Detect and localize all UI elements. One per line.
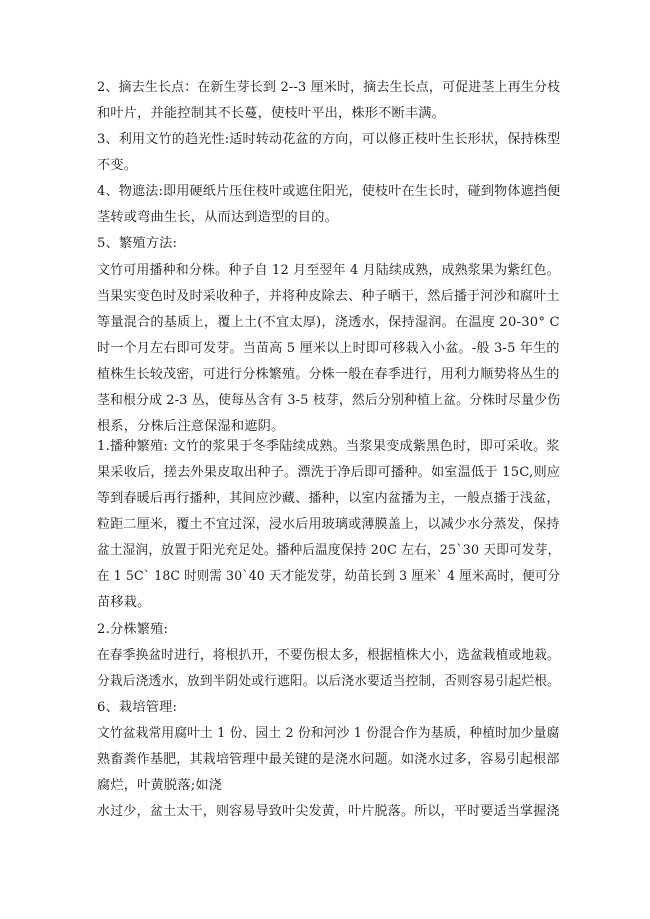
text-line: 等量混合的基质上，覆上土(不宜太厚)，浇透水，保持湿润。在温度 20-30° C: [97, 315, 560, 330]
text-line: 在春季换盆时进行，将根扒开，不要伤根太多，根据植株大小，选盆栽植或地栽。: [97, 648, 560, 663]
text-line: 6、栽培管理:: [97, 700, 178, 715]
paragraph-phototropism: [97, 127, 560, 179]
text-line: 分栽后浇透水，放到半阴处或行遮阳。以后浇水要适当控制，否则容易引起烂根。: [97, 674, 560, 689]
text-line: 和叶片，并能控制其不长蔓，使枝叶平出，株形不断丰满。: [97, 106, 446, 121]
text-line: 2.分株繁殖:: [97, 622, 169, 637]
heading-propagation: [97, 231, 560, 257]
heading-cultivation: [97, 695, 560, 721]
text-line: 4、物遮法:即用硬纸片压住枝叶或遮住阳光，使枝叶在生长时，碰到物体遮挡便: [97, 184, 561, 199]
text-line: 在 1 5C` 18C 时则需 30`40 天才能发芽，幼苗长到 3 厘米` 4 厘米高时，便可分: [97, 569, 561, 584]
text-line: 文竹可用播种和分株。种子自 12 月至翌年 4 月陆续成熟，成熟浆果为紫红色。: [97, 263, 560, 278]
text-line: 茎和根分成 2-3 丛，使每丛含有 3-5 枝芽，然后分别种植上盆。分株时尽量少伤: [97, 393, 561, 408]
heading-division: [97, 617, 560, 643]
text-line: 不变。: [97, 158, 138, 173]
text-line: 果采收后，搓去外果皮取出种子。漂洗于净后即可播种。如室温低于 15C,则应: [97, 465, 561, 480]
text-line: 熟畜粪作基肥，其栽培管理中最关键的是浇水问题。如浇水过多，容易引起根部: [97, 752, 560, 767]
text-line: 5、繁殖方法:: [97, 236, 178, 251]
paragraph-cultivation-body: [97, 721, 560, 799]
paragraph-propagation-body: [97, 258, 560, 440]
text-line: 腐烂，叶黄脱落;如浇: [97, 778, 223, 793]
paragraph-object-shading: [97, 179, 560, 231]
paragraph-division-body: [97, 643, 560, 695]
text-line: 等到春暖后再行播种，其间应沙藏、播种，以室内盆播为主，一般点播于浅盆，: [97, 491, 560, 506]
text-line: 当果实变色时及时采收种子，并将种皮除去、种子晒干，然后播于河沙和腐叶土: [97, 289, 560, 304]
text-line: 2、摘去生长点：在新生芽长到 2--3 厘米时，摘去生长点，可促进茎上再生分枝: [97, 80, 561, 95]
text-line: 植株生长较茂密，可进行分株繁殖。分株一般在春季进行，用利力顺势将丛生的: [97, 367, 560, 382]
text-line: 根系，分株后注意保湿和遮阴。: [97, 419, 285, 434]
paragraph-pinch-growth-point: [97, 75, 560, 127]
text-line: 时一个月左右即可发芽。当苗高 5 厘米以上时即可移栽入小盆。-般 3-5 年生的: [97, 341, 560, 356]
text-line: 茎转或弯曲生长，从而达到造型的目的。: [97, 210, 338, 225]
text-line: 1.播种繁殖: 文竹的浆果于冬季陆续成熟。当浆果变成紫黑色时，即可采收。浆: [97, 439, 560, 454]
text-line: 水过少，盆土太干，则容易导致叶尖发黄，叶片脱落。所以，平时要适当掌握浇: [97, 804, 560, 819]
text-line: 粒距二厘米，覆土不宜过深，浸水后用玻璃或薄膜盖上，以减少水分蒸发，保持: [97, 517, 560, 532]
paragraph-watering-continued: [97, 799, 560, 825]
text-line: 文竹盆栽常用腐叶土 1 份、园土 2 份和河沙 1 份混合作为基质，种植时加少量腐: [97, 726, 560, 741]
paragraph-seed-propagation: [97, 434, 560, 616]
text-line: 苗移栽。: [97, 595, 151, 610]
text-line: 3、利用文竹的趋光性:适时转动花盆的方向，可以修正枝叶生长形状，保持株型: [97, 132, 561, 147]
text-line: 盆土湿润，放置于阳光充足处。播种后温度保持 20C 左右，25`30 天即可发芽，: [97, 543, 561, 558]
